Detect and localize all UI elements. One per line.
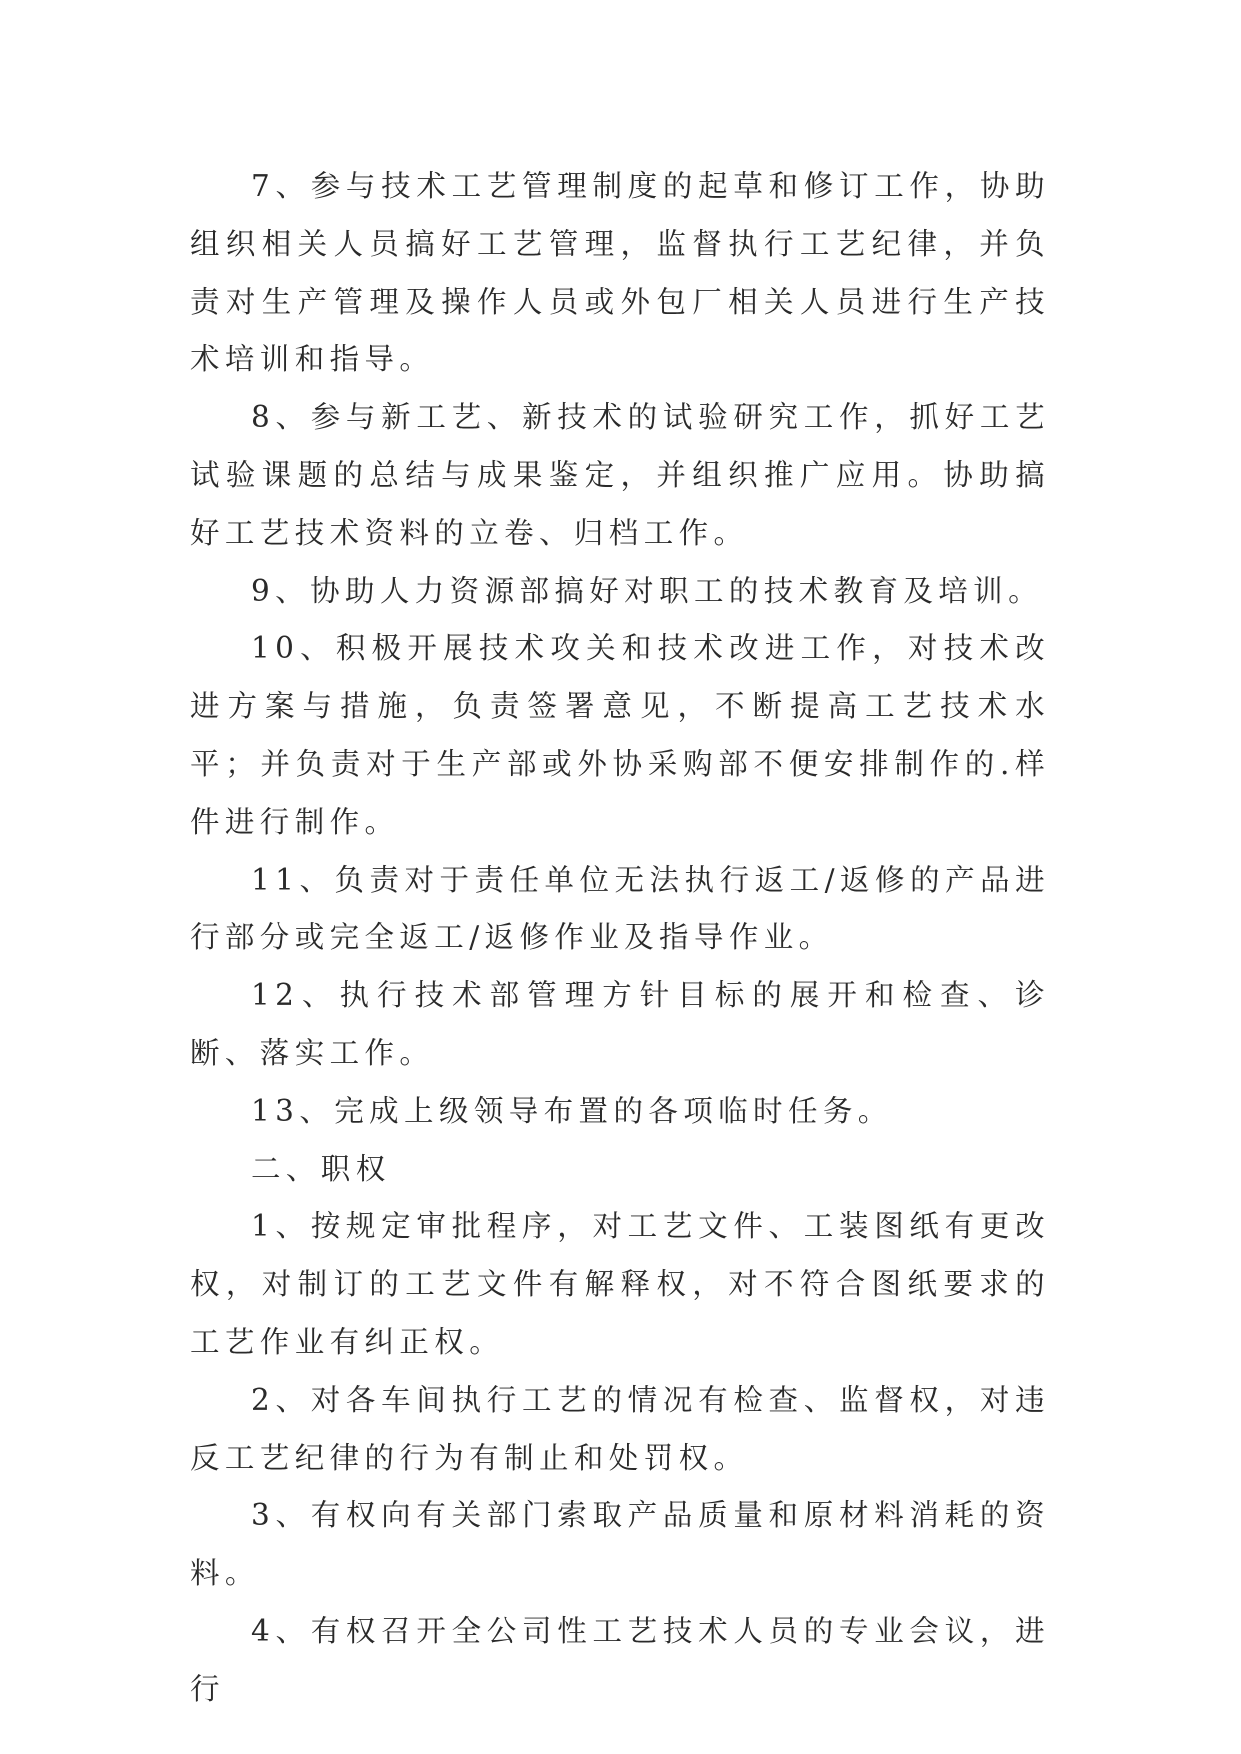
document-body	[190, 158, 1050, 1719]
paragraph-item-9: 9、协助人力资源部搞好对职工的技术教育及培训。	[251, 573, 1043, 608]
paragraph-authority-1: 1、按规定审批程序，对工艺文件、工装图纸有更改权，对制订的工艺文件有解释权，对不符合图纸要求的工艺作业有纠正权。	[190, 1209, 1050, 1359]
paragraph-authority-3: 3、有权向有关部门索取产品质量和原材料消耗的资料。	[190, 1498, 1050, 1591]
paragraph-item-10: 10、积极开展技术攻关和技术改进工作，对技术改进方案与措施，负责签署意见，不断提高工艺技术水平；并负责对于生产部或外协采购部不便安排制作的.样件进行制作。	[190, 631, 1050, 839]
paragraph-authority-2: 2、对各车间执行工艺的情况有检查、监督权，对违反工艺纪律的行为有制止和处罚权。	[190, 1382, 1050, 1475]
paragraph-item-13: 13、完成上级领导布置的各项临时任务。	[251, 1093, 893, 1128]
paragraph-item-11: 11、负责对于责任单位无法执行返工/返修的产品进行部分或完全返工/返修作业及指导作业。	[190, 862, 1050, 955]
paragraph-item-8: 8、参与新工艺、新技术的试验研究工作，抓好工艺试验课题的总结与成果鉴定，并组织推广应用。协助搞好工艺技术资料的立卷、归档工作。	[190, 400, 1050, 550]
paragraph-item-7: 7、参与技术工艺管理制度的起草和修订工作，协助组织相关人员搞好工艺管理，监督执行工艺纪律，并负责对生产管理及操作人员或外包厂相关人员进行生产技术培训和指导。	[190, 169, 1050, 377]
section-heading-authority: 二、职权	[251, 1151, 391, 1186]
paragraph-item-12: 12、执行技术部管理方针目标的展开和检查、诊断、落实工作。	[190, 978, 1050, 1070]
paragraph-authority-4: 4、有权召开全公司性工艺技术人员的专业会议，进行	[190, 1613, 1050, 1706]
